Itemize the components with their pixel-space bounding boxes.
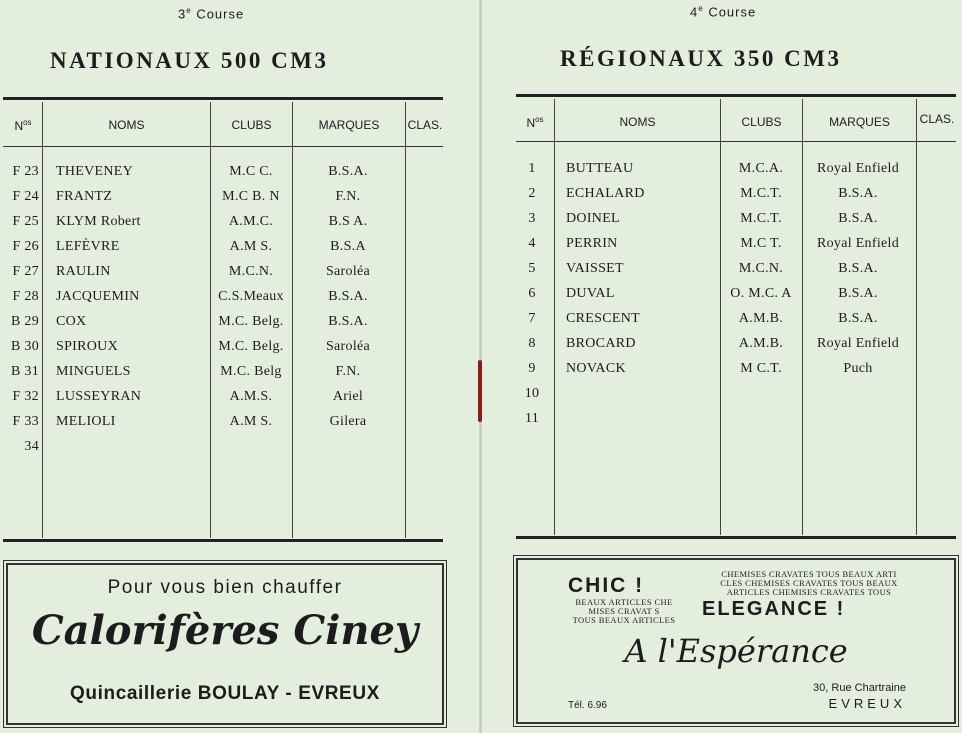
table-bottom-rule [516,536,956,539]
row-club: M.C.A. [738,161,784,176]
advert-telephone: Tél. 6.96 [568,700,607,711]
row-name: SPIROUX [56,339,119,354]
row-number: F 32 [12,389,39,404]
row-club: M.C B. N [222,189,280,204]
row-name: NOVACK [566,361,626,376]
row-make: Saroléa [325,264,371,279]
advert-address: 30, Rue Chartraine [813,682,906,694]
column-divider [916,99,917,535]
row-number: F 26 [12,239,39,254]
row-number: F 28 [12,289,39,304]
row-number: F 25 [12,214,39,229]
row-name: FRANTZ [56,189,113,204]
row-name: LEFÈVRE [56,239,120,254]
row-name: ECHALARD [566,186,645,201]
row-number: 5 [528,261,536,276]
row-number: 10 [524,386,540,401]
advert-brand: Calorifères Ciney [31,607,419,654]
row-name: MELIOLI [56,414,116,429]
row-club: A.M.B. [738,336,784,351]
row-number: F 33 [12,414,39,429]
row-number: F 23 [12,164,39,179]
row-name: LUSSEYRAN [56,389,142,404]
course-label-right: 4e Course [690,4,757,20]
row-club: A.M S. [229,239,273,254]
row-number: B 31 [10,364,39,379]
row-club: A.M.S. [229,389,273,404]
row-number: 8 [528,336,536,351]
row-number: 1 [528,161,536,176]
row-club: M.C.N. [228,264,274,279]
row-make: Royal Enfield [816,236,900,251]
header-nos: $N^{os}$ [526,115,544,130]
row-name: CRESCENT [566,311,640,326]
row-number: 7 [528,311,536,326]
advert-chic: CHIC ! [568,574,645,597]
row-number: F 27 [12,264,39,279]
row-club: M.C.N. [738,261,784,276]
column-divider [405,102,406,538]
advert-tagline: Pour vous bien chauffer [107,577,343,598]
table-top-rule [3,97,443,100]
header-nos: $N^{os}$ [14,118,32,133]
row-make: Royal Enfield [816,161,900,176]
section-title-left: NATIONAUX 500 CM3 [50,48,329,73]
advert-chic-small-text: BEAUX ARTICLES CHE MISES CRAVAT S TOUS BEAUX ARTICLES [572,597,676,625]
row-name: KLYM Robert [56,214,141,229]
row-number: B 29 [10,314,39,329]
header-noms: NOMS [108,118,145,132]
row-make: Gilera [329,414,367,429]
header-clas: CLAS. [919,112,955,126]
table-top-rule [516,94,956,97]
advert-shop-line: Quincaillerie BOULAY - EVREUX [70,683,380,704]
column-divider [42,102,43,538]
course-label-left: 3e Course [178,6,245,22]
row-number: 9 [528,361,536,376]
advert-city: EVREUX [828,696,906,711]
row-name: COX [56,314,87,329]
row-make: B.S.A. [328,164,368,179]
row-number: 2 [528,186,536,201]
row-make: B.S.A. [838,211,878,226]
advert-esperance [516,558,956,724]
row-club: A.M.C. [228,214,274,229]
row-make: B.S.A. [328,289,368,304]
advert-calorifieres [6,563,444,725]
row-name: PERRIN [566,236,618,251]
row-club: C.S.Meaux [218,289,284,304]
row-club: M.C C. [229,164,273,179]
row-make: B.S.A. [838,261,878,276]
row-number: F 24 [12,189,39,204]
column-divider [554,99,555,535]
row-make: B.S.A. [838,311,878,326]
row-number: 34 [24,439,39,454]
row-club: M.C. Belg. [218,339,284,354]
row-make: B.S A. [328,214,368,229]
header-clas: CLAS. [407,118,443,132]
row-number: B 30 [10,339,39,354]
header-clubs: CLUBS [741,115,782,129]
left-page [0,0,480,733]
row-name: MINGUELS [56,364,131,379]
row-name: JACQUEMIN [56,289,140,304]
row-name: BROCARD [566,336,636,351]
row-club: M.C.T. [740,186,782,201]
row-name: DUVAL [566,286,615,301]
row-number: 6 [528,286,536,301]
row-name: RAULIN [56,264,111,279]
table-header-rule [516,141,956,142]
row-club: M C.T. [740,361,782,376]
row-name: VAISSET [566,261,624,276]
advert-shop-name: A l'Espérance [624,632,848,670]
row-make: F.N. [335,189,361,204]
advert-elegance: ELEGANCE ! [702,598,846,620]
table-bottom-rule [3,539,443,542]
row-make: B.S.A. [328,314,368,329]
row-make: Royal Enfield [816,336,900,351]
table-header-rule [3,146,443,147]
header-marques: MARQUES [829,115,890,129]
row-club: M.C T. [740,236,782,251]
row-make: Saroléa [325,339,371,354]
section-title-right: RÉGIONAUX 350 CM3 [560,46,842,71]
header-clubs: CLUBS [231,118,272,132]
row-club: M.C. Belg. [218,314,284,329]
row-name: DOINEL [566,211,620,226]
row-name: BUTTEAU [566,161,634,176]
row-number: 3 [528,211,536,226]
row-make: Puch [843,361,873,376]
row-number: 11 [524,411,540,426]
row-make: B.S.A [330,239,366,254]
advert-top-small-text: CHEMISES CRAVATES TOUS BEAUX ARTI CLES CHEMISES CRAVATES TOUS BEAUX ARTICLES CHEMISES CRAVATES TOUS [720,569,898,597]
row-club: M.C.T. [740,211,782,226]
row-make: F.N. [335,364,361,379]
row-make: Ariel [332,389,364,404]
row-name: THEVENEY [56,164,134,179]
row-club: A.M.B. [738,311,784,326]
right-page [480,0,962,733]
row-club: A.M S. [229,414,273,429]
row-club: O. M.C. A [730,286,792,301]
header-noms: NOMS [619,115,656,129]
header-marques: MARQUES [318,118,380,132]
row-number: 4 [528,236,536,251]
row-make: B.S.A. [838,186,878,201]
row-make: B.S.A. [838,286,878,301]
row-club: M.C. Belg [220,364,282,379]
